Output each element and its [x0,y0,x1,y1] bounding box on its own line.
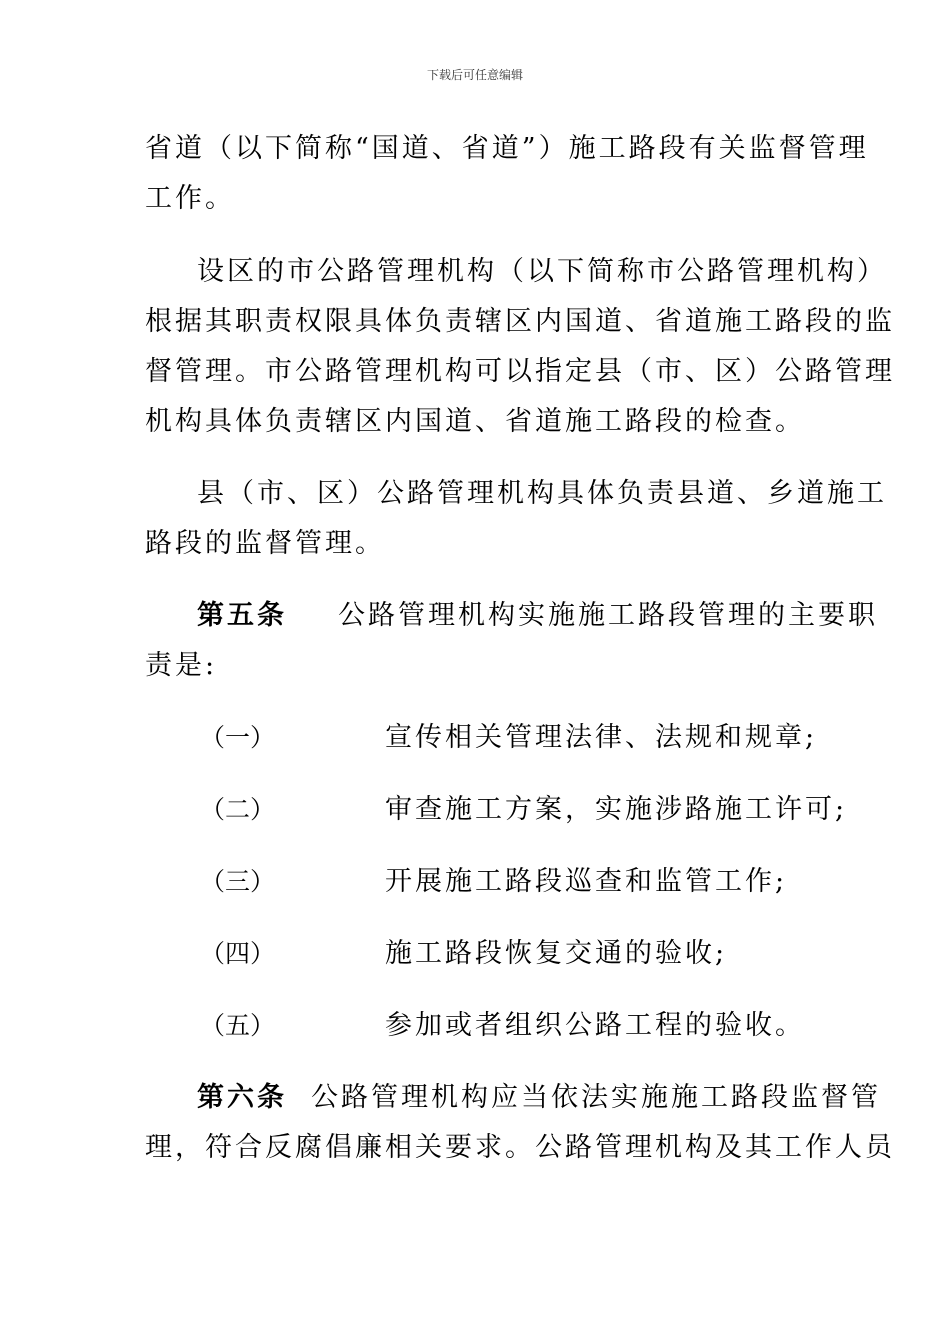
list-item-number: （四） [200,939,276,968]
paragraph-line: 县（市、区）公路管理机构具体负责县道、乡道施工 [197,478,887,509]
list-item-number: （三） [200,867,276,896]
paragraph-line: 路段的监督管理。 [145,528,385,559]
paragraph-line: 省道（以下简称“国道、省道”）施工路段有关监督管理 [145,133,869,164]
list-item-text: 宣传相关管理法律、法规和规章; [385,722,818,753]
paragraph-line: 机构具体负责辖区内国道、省道施工路段的检查。 [145,406,805,437]
list-item-text: 参加或者组织公路工程的验收。 [385,1010,805,1041]
list-item-number: （一） [200,723,276,752]
paragraph-line: 根据其职责权限具体负责辖区内国道、省道施工路段的监 [145,306,895,337]
article-5-text-continued: 责是: [145,650,218,681]
article-5-label: 第五条 [197,600,287,631]
paragraph-line: 督管理。市公路管理机构可以指定县（市、区）公路管理 [145,356,895,387]
article-6-label: 第六条 [197,1082,287,1113]
list-item-text: 施工路段恢复交通的验收; [385,938,728,969]
article-6-text-continued: 理，符合反腐倡廉相关要求。公路管理机构及其工作人员 [145,1132,895,1163]
page-header-note: 下载后可任意编辑 [426,68,523,82]
paragraph-line: 工作。 [145,183,235,214]
list-item-number: （五） [200,1011,276,1040]
list-item-text: 审查施工方案，实施涉路施工许可; [385,794,848,825]
list-item-number: （二） [200,795,276,824]
paragraph-line: 设区的市公路管理机构（以下简称市公路管理机构） [197,256,887,287]
list-item-text: 开展施工路段巡查和监管工作; [385,866,788,897]
article-5-text: 公路管理机构实施施工路段管理的主要职 [338,600,878,631]
article-6-text: 公路管理机构应当依法实施施工路段监督管 [311,1082,881,1113]
